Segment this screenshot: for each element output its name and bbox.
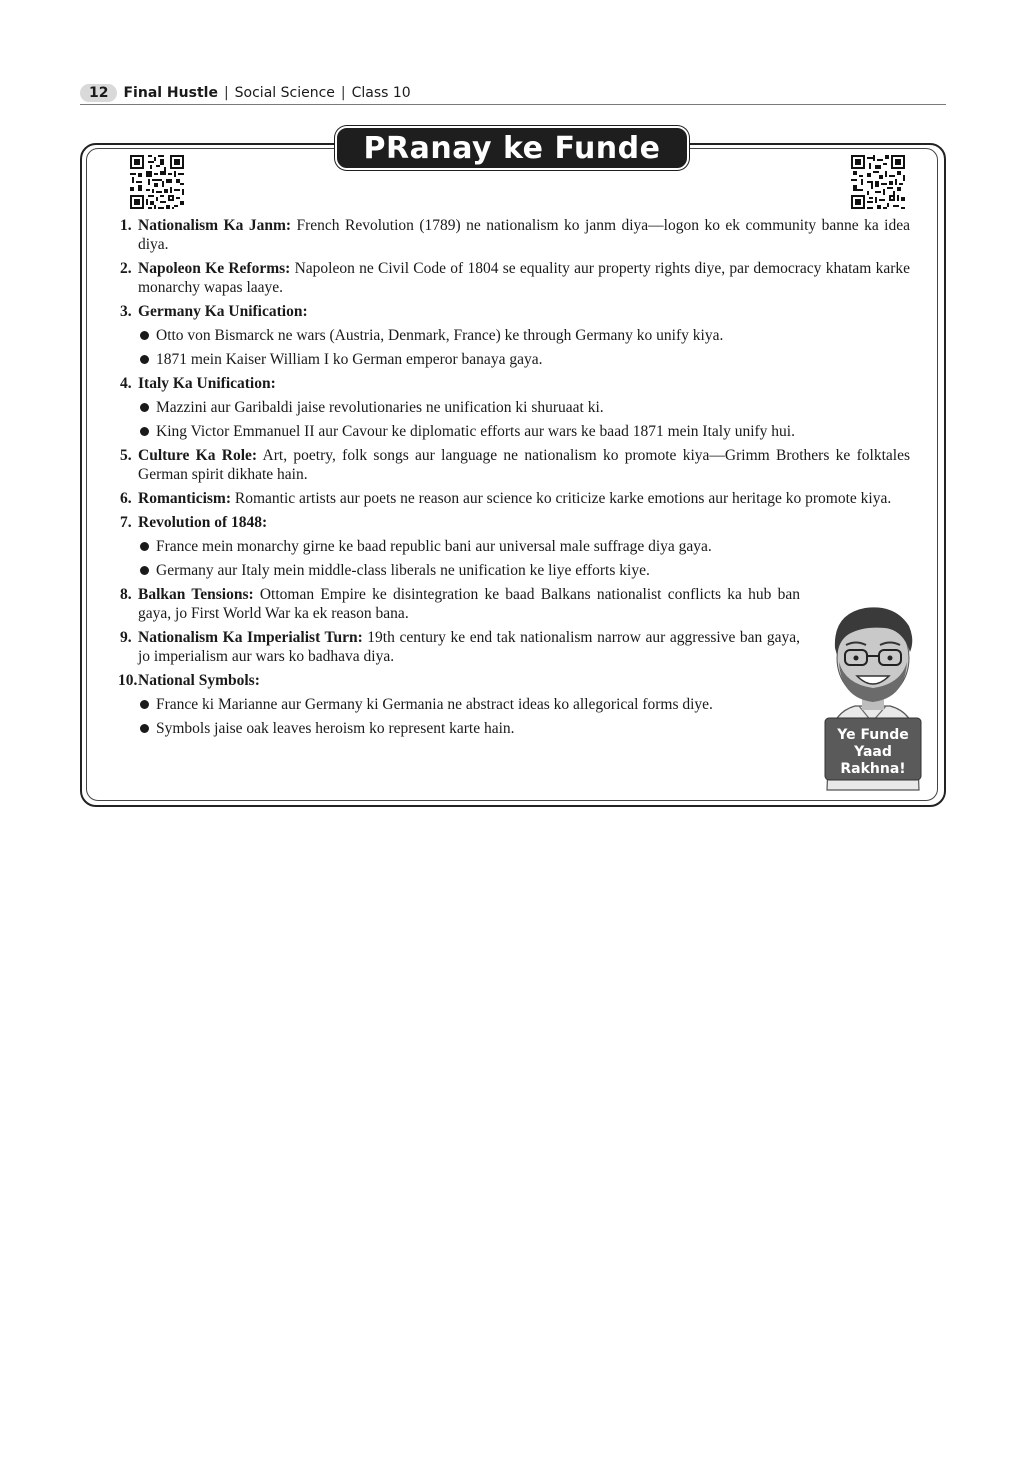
item-heading: Culture Ka Role: [138, 447, 258, 464]
bullet-point [138, 398, 910, 417]
item-heading: Germany Ka Unification: [138, 303, 308, 320]
list-item [120, 216, 910, 254]
bullet-icon [140, 355, 149, 364]
bullet-icon [140, 403, 149, 412]
item-number: 9. [120, 629, 132, 646]
item-heading: Balkan Tensions: [138, 586, 254, 603]
page-number: 12 [80, 84, 117, 102]
item-number: 4. [120, 375, 132, 392]
item-heading: Napoleon Ke Reforms: [138, 260, 291, 277]
bullet-text: France mein monarchy girne ke baad republic bani aur universal male suffrage diya gaya. [156, 538, 712, 555]
bullet-icon [140, 427, 149, 436]
item-number: 7. [120, 514, 132, 531]
bullet-point [138, 350, 910, 369]
item-number: 8. [120, 586, 132, 603]
item-text: Art, poetry, folk songs aur language ne nationalism ko promote kiya—Grimm Brothers ke folktales German spirit dikhate hain. [138, 447, 910, 483]
bullet-icon [140, 700, 149, 709]
bullet-point [138, 537, 910, 556]
list-item [120, 585, 800, 623]
list-item [120, 259, 910, 297]
book-title: Final Hustle [123, 85, 218, 101]
subject-label: Social Science [234, 85, 335, 101]
page-header [80, 82, 946, 105]
list-item [120, 302, 910, 321]
bullet-text: Otto von Bismarck ne wars (Austria, Denmark, France) ke through Germany ko unify kiya. [156, 327, 724, 344]
header-separator: | [340, 85, 346, 101]
item-text: French Revolution (1789) ne nationalism ko janm diya—logon ko ek community banne ka idea diya. [138, 217, 910, 253]
item-number: 5. [120, 447, 132, 464]
bullet-icon [140, 566, 149, 575]
item-number: 2. [120, 260, 132, 277]
item-number: 3. [120, 303, 132, 320]
bullet-point [138, 561, 910, 580]
header-separator: | [223, 85, 229, 101]
bullet-icon [140, 331, 149, 340]
item-heading: National Symbols: [138, 672, 260, 689]
sign-text-line3: Rakhna! [840, 761, 906, 777]
item-number: 1. [120, 217, 132, 234]
bullet-point [138, 422, 910, 441]
mascot-illustration [815, 600, 930, 792]
item-text: Napoleon ne Civil Code of 1804 se equality aur property rights diye, par democracy khatam karke monarchy wapas laaye. [138, 260, 911, 296]
item-number: 6. [120, 490, 132, 507]
bullet-text: 1871 mein Kaiser William I ko German emperor banaya gaya. [156, 351, 543, 368]
sign-text-line1: Ye Funde [837, 727, 909, 743]
bullet-point [138, 326, 910, 345]
item-text: 19th century ke end tak nationalism narrow aur aggressive ban gaya, jo imperialism aur wars ko badhava diya. [138, 629, 800, 665]
class-label: Class 10 [351, 85, 411, 101]
bullet-text: Mazzini aur Garibaldi jaise revolutionaries ne unification ki shuruaat ki. [156, 399, 604, 416]
item-heading: Romanticism: [138, 490, 231, 507]
bullet-text: Germany aur Italy mein middle-class liberals ne unification ke liye efforts kiye. [156, 562, 650, 579]
list-item [120, 489, 910, 508]
funde-list [120, 216, 910, 743]
list-item [120, 628, 800, 666]
bullet-point [138, 695, 910, 714]
item-heading: Nationalism Ka Janm: [138, 217, 292, 234]
bullet-point [138, 719, 910, 738]
sign-text-line2: Yaad [854, 744, 892, 760]
bullet-icon [140, 724, 149, 733]
item-text: Romantic artists aur poets ne reason aur science ko criticize karke emotions aur heritage ko promote kiya. [231, 490, 892, 507]
qr-code-icon[interactable] [849, 153, 907, 211]
bullet-text: King Victor Emmanuel II aur Cavour ke diplomatic efforts aur wars ke baad 1871 mein Italy unify hui. [156, 423, 795, 440]
box-title: PRanay ke Funde [335, 126, 689, 170]
qr-code-icon[interactable] [128, 153, 186, 211]
bullet-text: Symbols jaise oak leaves heroism ko represent karte hain. [156, 720, 515, 737]
item-text: Ottoman Empire ke disintegration ke baad Balkans nationalist conflicts ka hub ban gaya, jo First World War ka ek reason bana. [138, 586, 800, 622]
bullet-text: France ki Marianne aur Germany ki Germania ne abstract ideas ko allegorical forms diye. [156, 696, 713, 713]
bullet-icon [140, 542, 149, 551]
item-heading: Revolution of 1848: [138, 514, 268, 531]
list-item [120, 374, 910, 393]
item-heading: Nationalism Ka Imperialist Turn: [138, 629, 363, 646]
item-number: 10. [118, 672, 138, 689]
item-heading: Italy Ka Unification: [138, 375, 276, 392]
list-item [120, 446, 910, 484]
list-item [120, 513, 910, 532]
list-item [120, 671, 910, 690]
